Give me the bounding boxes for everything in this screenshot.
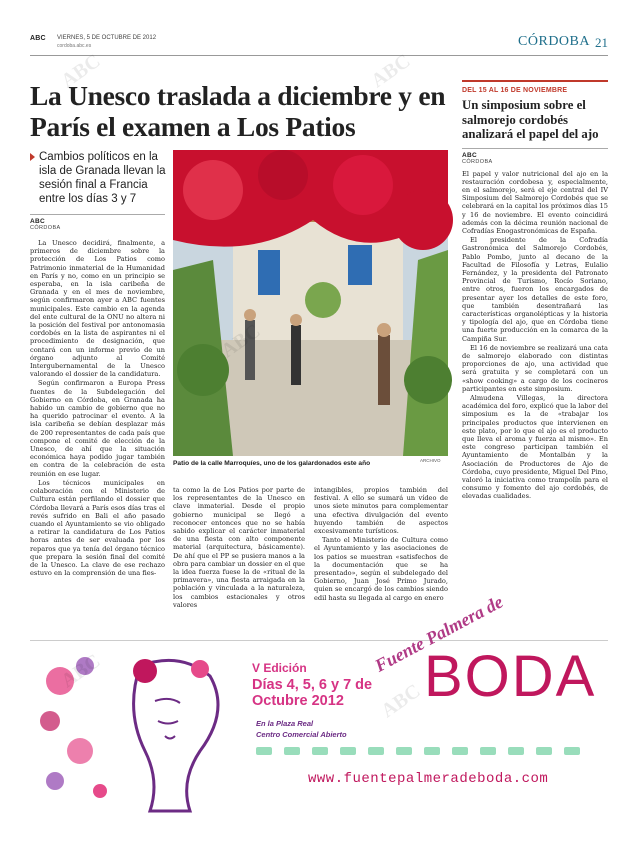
- photo-caption: Patio de la calle Marroquíes, uno de los galardonados este año: [173, 460, 371, 467]
- paragraph: ta como la de Los Patios por parte de los representantes de la Unesco en clave inmaterial. Desde el propio gobierno municipal se llegó a reconocer entonces que no se había sabido explicar el carácter inmaterial de una fiesta con alto componente material (arquitectura, básicamente). De ahí que el PP se pusiera manos a la obra para cambiar un dossier en el que la idea fuerza fuese la de «ritual de la primavera», una fiesta arraigada en la población y vinculada a la naturaleza, los cambios estacionales y otros valores: [173, 486, 305, 609]
- paragraph: Según confirmaron a Europa Press fuentes de la Subdelegación del Gobierno en Córdoba, en Granada ha habido un cambio de gobierno que no ha querido patrocinar el evento. A la isla caribeña se debían desplazar más de 200 representantes de cada país que compone el comité de elección de la Unesco, de ahí que la situación económica haya podido jugar también en contra de la celebración de esta reunión en ese lugar.: [30, 379, 165, 478]
- ad-place: [256, 718, 347, 740]
- byline-author: ABC: [30, 218, 45, 225]
- ad-brand-main: BODA: [424, 644, 597, 709]
- paragraph: Almudena Villegas, la directora académica del foro, explicó que la labor del simposium es la de «trabajar los principales productos que intervienen en este plato, por lo que el ajo es el producto que lleva el aroma y fuerza al mismo». En este congreso participan también el Ayuntamiento de Montalbán y la Asociación de Productores de Ajo de Córdoba, cuyo presidente, Miguel Del Pino, valoró la iniciativa como trampolín para el consumo y fomento del ajo cordobés, de elevadas cualidades.: [462, 393, 608, 501]
- paragraph: Los técnicos municipales en colaboración con el Ministerio de Cultura están perfilando el dossier que Córdoba llevará a París esos días tras el revés sufrido en Bali el año pasado cuando el Ayuntamiento se vio obligado a retirar la candidatura de Los Patios horas antes de ser evaluada por los reparos que ya tenía del órgano técnico que prepara la sesión final del comité de la Unesco. La clave de ese rechazo estuvo en la comprensión de una fies-: [30, 478, 165, 578]
- ad-website-link[interactable]: www.fuentepalmeradeboda.com: [308, 771, 549, 787]
- paragraph: intangibles, propios también del festival. A ello se sumará un vídeo de unos siete minutos para complementar una efectiva divulgación del evento huyendo también de aspectos excesivamente turísticos.: [314, 486, 448, 536]
- sponsor-logo-icon: [508, 747, 524, 755]
- sidebar-headline: Un simposium sobre el salmorejo cordobés analizará el papel del ajo: [462, 98, 599, 141]
- ad-sponsor-logos: [256, 744, 606, 758]
- paragraph: El 16 de noviembre se realizará una cata de salmorejo elaborado con distintas proporciones de ajo, una actividad que será gratuita y se completará con un «show cooking» a cargo de los cocineros participantes en este simposium.: [462, 343, 608, 393]
- ad-place-line-1: En la Plaza Real: [256, 719, 314, 728]
- advertisement-banner[interactable]: [30, 591, 608, 818]
- article-photo: [173, 150, 448, 456]
- sponsor-logo-icon: [396, 747, 412, 755]
- paragraph: El presidente de la Cofradía Gastronómica del Salmorejo Cordobés, Pablo Pombo, junto al decano de la Facultad de Filosofía y Letras, Eulalio Fernández, y la presidenta del Patronato Provincial de Turismo, Rocío Soriano, entre otros, fueron los encargados de presentar ayer los detalles de este foro, que también desentrañará las características organolépticas y la historia y tipología del ajo, que en Córdoba tiene una fuerte producción en la comarca de la Campiña Sur.: [462, 236, 608, 343]
- subheadline-text: Cambios políticos en la isla de Granada llevan la sesión final a Francia entre los días 3 y 7: [39, 151, 166, 205]
- ad-edition: V Edición: [252, 661, 307, 675]
- sponsor-logo-icon: [480, 747, 496, 755]
- sponsor-logo-icon: [536, 747, 552, 755]
- patio-photo-illustration: [173, 150, 448, 456]
- sponsor-logo-icon: [452, 747, 468, 755]
- section-title: CÓRDOBA: [518, 34, 590, 49]
- brand-de: de: [481, 591, 507, 618]
- watermark: ABC: [57, 49, 105, 93]
- sidebar-byline: [462, 148, 608, 165]
- article-subheadline: [30, 150, 170, 206]
- page-number: 21: [595, 35, 608, 50]
- publication-name: ABC: [30, 35, 46, 42]
- article-byline: [30, 214, 165, 236]
- sidebar-kicker: DEL 15 AL 16 DE NOVIEMBRE: [462, 87, 568, 94]
- sponsor-logo-icon: [564, 747, 580, 755]
- brand-fuente: Fuente: [371, 633, 428, 676]
- byline-city: CÓRDOBA: [30, 225, 61, 231]
- ad-place-line-2: Centro Comercial Abierto: [256, 730, 347, 739]
- sponsor-logo-icon: [424, 747, 440, 755]
- article-column-1: [30, 239, 165, 614]
- brand-palmera: Palmera: [422, 601, 488, 649]
- flower-woman-illustration: [30, 641, 250, 819]
- paragraph: El papel y valor nutricional del ajo en la restauración cordobesa y, especialmente, en el salmorejo, será el eje central del IV Simposium del Salmorejo Cordobés que se celebrará en la capital los próximos días 15 y 16 de noviembre. El evento coincidirá además con la décima reunión nacional de Cofradías Enogastronómicas de España.: [462, 169, 608, 235]
- website-link[interactable]: cordoba.abc.es: [57, 43, 92, 49]
- article-headline: La Unesco traslada a diciembre y en París el examen a Los Patios: [30, 80, 446, 142]
- issue-date: VIERNES, 5 DE OCTUBRE DE 2012: [57, 35, 157, 41]
- paragraph: Tanto el Ministerio de Cultura como el Ayuntamiento y las asociaciones de los patios se muestran «satisfechos de la documentación que se ha presentado», según el subdelegado del Gobierno, Juan José Primo Jurado, quien se encargó de los cambios siendo edil hasta su llegada al cargo en enero: [314, 536, 448, 602]
- sponsor-logo-icon: [256, 747, 272, 755]
- sidebar-body: [462, 170, 608, 501]
- article-column-2: [173, 486, 305, 614]
- byline-city: CÓRDOBA: [462, 158, 493, 165]
- paragraph: La Unesco decidirá, finalmente, a primeros de diciembre sobre la protección de Los Patios como Patrimonio inmaterial de la Humanidad en París y no, como en un principio se esperaba, en la isla caribeña de Granada y en el mes de noviembre, según confirmaron ayer a ABC fuentes municipales. Este cambio en la agenda del ente cultural de la ONU no altera ni la posición del festival por antonomasia cordobés en la lista de aspirantes ni el procedimiento de designación, que contará con un informe previo de un órgano adjunto al Comité Intergubernamental de la Unesco valorando el dossier de la candidatura.: [30, 239, 165, 379]
- article-column-3: [314, 486, 448, 614]
- sponsor-logo-icon: [368, 747, 384, 755]
- page-header: [30, 34, 608, 56]
- sponsor-logo-icon: [340, 747, 356, 755]
- watermark: ABC: [367, 49, 415, 93]
- ad-dates: Días 4, 5, 6 y 7 de Octubre 2012: [252, 677, 373, 709]
- photo-credit: ARCHIVO: [420, 458, 441, 463]
- byline-author: ABC: [462, 151, 477, 159]
- sidebar-article: [462, 80, 608, 502]
- sponsor-logo-icon: [312, 747, 328, 755]
- sponsor-logo-icon: [284, 747, 300, 755]
